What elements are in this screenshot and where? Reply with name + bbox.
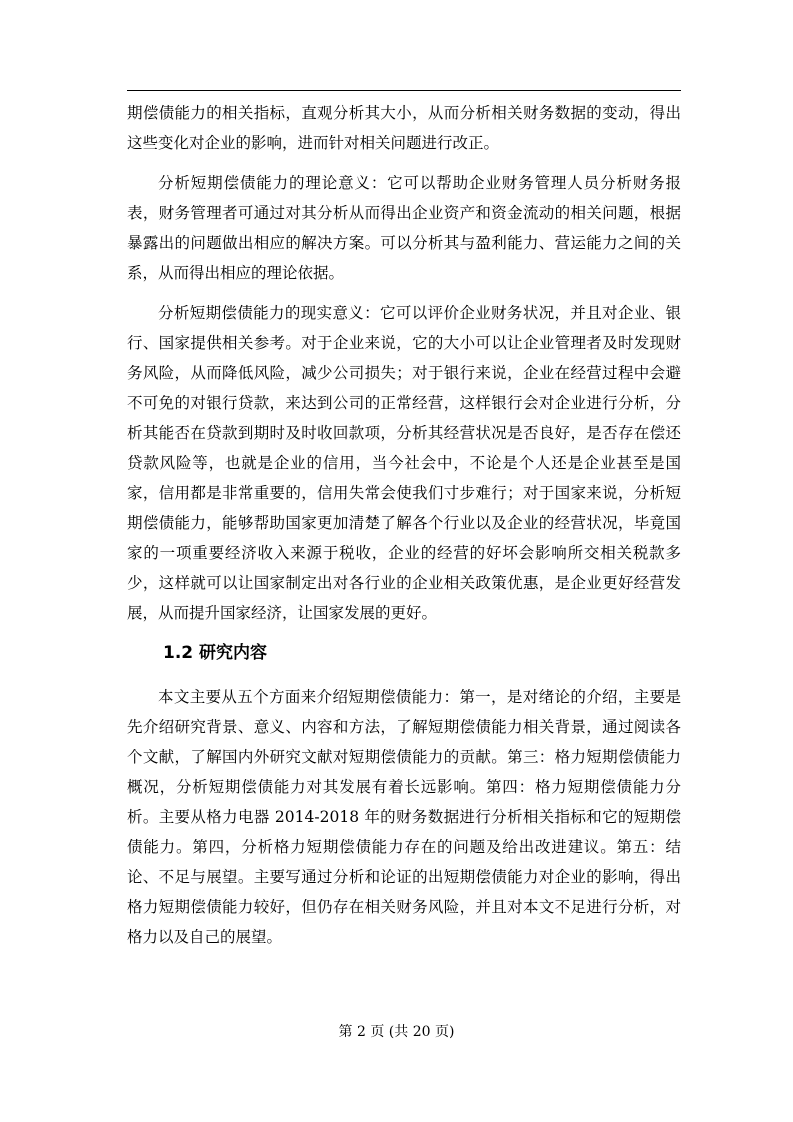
paragraph-continuation: 期偿债能力的相关指标，直观分析其大小，从而分析相关财务数据的变动，得出这些变化对企业的影响，进而针对相关问题进行改正。: [127, 104, 681, 152]
section-heading: 1.2 研究内容: [163, 643, 268, 663]
paragraph-practical-significance: 分析短期偿债能力的现实意义：它可以评价企业财务状况，并且对企业、银行、国家提供相关参考。对于企业来说，它的大小可以让企业管理者及时发现财务风险，从而降低风险，减少公司损失；对于银行来说，企业在经营过程中会避不可免的对银行贷款，来达到公司的正常经营，这样银行会对企业进行分析，分析其能否在贷款到期时及时收回款项，分析其经营状况是否良好，是否存在偿还贷款风险等，也就是企业的信用，当今社会中，不论是个人还是企业甚至是国家，信用都是非常重要的，信用失常会使我们寸步难行；对于国家来说，分析短期偿债能力，能够帮助国家更加清楚了解各个行业以及企业的经营状况，毕竟国家的一项重要经济收入来源于税收，企业的经营的好坏会影响所交相关税款多少，这样就可以让国家制定出对各行业的企业相关政策优惠，是企业更好经营发展，从而提升国家经济，让国家发展的更好。: [127, 304, 681, 622]
paragraph-research-content: 本文主要从五个方面来介绍短期偿债能力：第一，是对绪论的介绍，主要是先介绍研究背景、意义、内容和方法，了解短期偿债能力相关背景，通过阅读各个文献，了解国内外研究文献对短期偿债能力的贡献。第三：格力短期偿债能力概况，分析短期偿债能力对其发展有着长远影响。第四：格力短期偿债能力分析。主要从格力电器 2014-2018 年的财务数据进行分析相关指标和它的短期偿债能力。第四，分析格力短期偿债能力存在的问题及给出改进建议。第五：结论、不足与展望。主要写通过分析和论证的出短期偿债能力对企业的影响，得出格力短期偿债能力较好，但仍存在相关财务风险，并且对本文不足进行分析，对格力以及自己的展望。: [127, 688, 681, 946]
page-number-footer: 第 2 页 (共 20 页): [338, 1024, 455, 1040]
header-rule: [127, 90, 681, 91]
paragraph-theoretical-significance: 分析短期偿债能力的理论意义：它可以帮助企业财务管理人员分析财务报表，财务管理者可通过对其分析从而得出企业资产和资金流动的相关问题，根据暴露出的问题做出相应的解决方案。可以分析其与盈利能力、营运能力之间的关系，从而得出相应的理论依据。: [127, 174, 681, 282]
body-text: [127, 98, 681, 962]
